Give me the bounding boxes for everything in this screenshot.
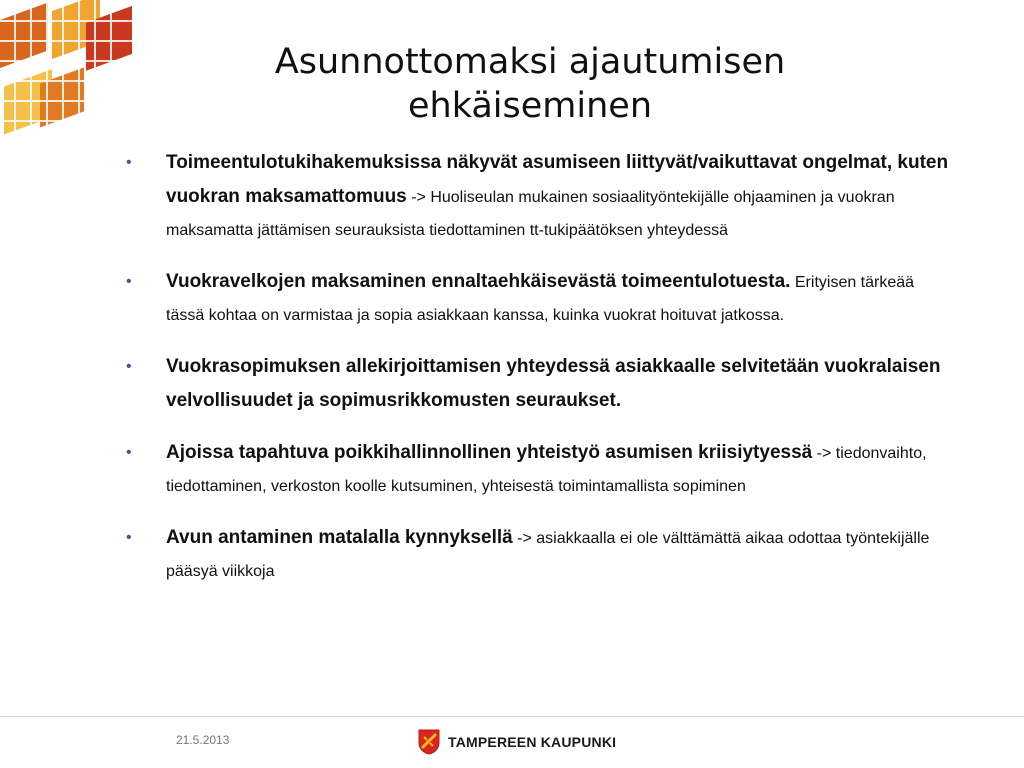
bullet-normal-text: Erityisen tärkeää tässä kohtaa on varmistaa ja sopia asiakkaan kanssa, kuinka vuokrat hoituvat jatkossa.: [166, 274, 915, 324]
slide-title: [190, 40, 870, 128]
decorative-pattern: [0, 0, 140, 145]
bullet-marker: •: [126, 154, 132, 171]
footer-logo: [418, 729, 616, 755]
bullet-marker: •: [126, 358, 132, 375]
bullet-list: [120, 146, 950, 588]
city-logo-text: TAMPEREEN KAUPUNKI: [448, 734, 617, 750]
bullet-item: [120, 521, 950, 588]
slide-title-line-1: Asunnottomaksi ajautumisen: [274, 42, 786, 82]
bullet-item: [120, 146, 950, 247]
bullet-bold-text: Toimeentulotukihakemuksissa näkyvät asumiseen liittyvät/vaikuttavat ongelmat, kuten vuokran maksamattomuus: [166, 152, 949, 207]
city-crest-icon: [418, 729, 440, 755]
slide-title-line-2: ehkäiseminen: [407, 86, 653, 126]
bullet-bold-text: Vuokrasopimuksen allekirjoittamisen yhteydessä asiakkaalle selvitetään vuokralaisen velvollisuudet ja sopimusrikkomusten seuraukset.: [166, 356, 941, 411]
bullet-marker: •: [126, 529, 132, 546]
bullet-bold-text: Ajoissa tapahtuva poikkihallinnollinen yhteistyö asumisen kriisiytyessä: [166, 442, 813, 463]
footer-divider: [0, 716, 1024, 717]
footer-date: 21.5.2013: [176, 733, 230, 747]
bullet-normal-text: -> asiakkaalla ei ole välttämättä aikaa odottaa työntekijälle pääsyä viikkoja: [166, 530, 930, 580]
bullet-item: [120, 265, 950, 332]
bullet-bold-text: Avun antaminen matalalla kynnyksellä: [166, 527, 513, 548]
bullet-item: [120, 436, 950, 503]
bullet-marker: •: [126, 444, 132, 461]
bullet-bold-text: Vuokravelkojen maksaminen ennaltaehkäisevästä toimeentulotuesta.: [166, 271, 791, 292]
bullet-normal-text: -> tiedonvaihto, tiedottaminen, verkoston koolle kutsuminen, yhteisestä toimintamallista sopiminen: [166, 445, 927, 495]
bullet-marker: •: [126, 273, 132, 290]
bullet-item: [120, 350, 950, 418]
bullet-normal-text: -> Huoliseulan mukainen sosiaalityöntekijälle ohjaaminen ja vuokran maksamatta jättämisen seurauksista tiedottaminen tt-tukipäätöksen yhteydessä: [166, 189, 895, 239]
pattern-block-1: [0, 3, 48, 68]
